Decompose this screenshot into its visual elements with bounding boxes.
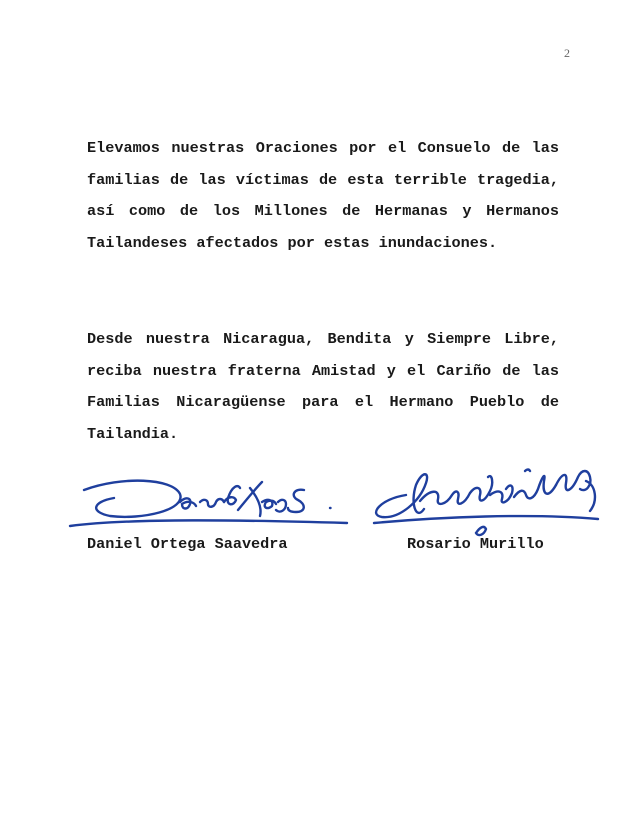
signature-murillo bbox=[360, 455, 610, 535]
signer-name-murillo: Rosario Murillo bbox=[407, 535, 544, 553]
signature-ortega bbox=[62, 468, 352, 538]
paragraph-friendship: Desde nuestra Nicaragua, Bendita y Siempre Libre, reciba nuestra fraterna Amistad y el Cariño de las Familias Nicaragüense para el Hermano Pueblo de Tailandia. bbox=[87, 330, 559, 444]
signer-name-ortega: Daniel Ortega Saavedra bbox=[87, 535, 288, 553]
page-number: 2 bbox=[564, 46, 570, 60]
paragraph-prayers: Elevamos nuestras Oraciones por el Consuelo de las familias de las víctimas de esta terrible tragedia, así como de los Millones de Hermanas y Hermanos Tailandeses afectados por estas inundaciones. bbox=[87, 139, 559, 253]
